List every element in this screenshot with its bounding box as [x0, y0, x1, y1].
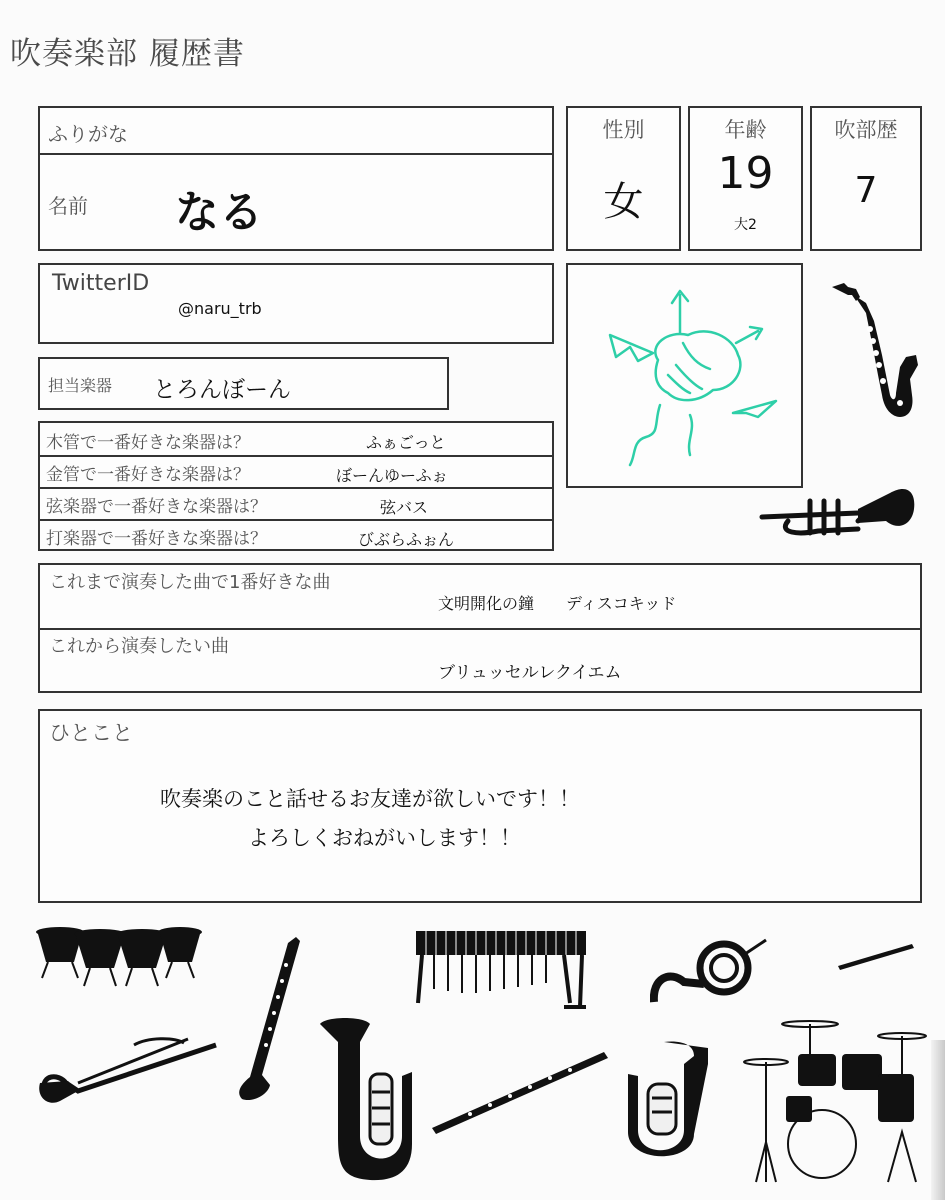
divider [40, 487, 552, 489]
age-box [688, 106, 803, 251]
band-years-label: 吹部歴 [834, 118, 898, 142]
favorite-answer: 弦バス [380, 498, 429, 517]
favorites-box [38, 421, 554, 551]
twitter-label: TwitterID [52, 271, 150, 296]
drum-kit-icon [738, 1012, 930, 1187]
favorite-question: 弦楽器で一番好きな楽器は？ [46, 497, 267, 517]
favorite-question: 打楽器で一番好きな楽器は？ [46, 529, 267, 549]
twitter-box [38, 263, 554, 344]
name-label: 名前 [48, 194, 88, 218]
instrument-value: とろんぼーん [153, 377, 291, 403]
instrument-box [38, 357, 449, 410]
trombone-icon [38, 1035, 220, 1107]
furigana-label: ふりがな [48, 122, 128, 146]
comment-line: 吹奏楽のこと話せるお友達が欲しいです！！ [160, 787, 580, 811]
french-horn-icon [650, 938, 770, 1008]
comment-box [38, 709, 922, 903]
played-song-label: これまで演奏した曲で1番好きな曲 [49, 572, 331, 593]
divider [40, 153, 552, 155]
gender-box [566, 106, 681, 251]
favorite-answer: びぶらふぉん [358, 530, 455, 549]
saxophone-icon [826, 283, 918, 431]
favorite-answer: ぼーんゆーふぉ [336, 466, 448, 485]
age-value: 19 [717, 148, 774, 199]
euphonium-icon [624, 1040, 712, 1160]
gender-label: 性別 [602, 118, 645, 142]
flute-icon [430, 1048, 610, 1136]
gender-value: 女 [603, 179, 644, 225]
page-title: 吹奏楽部 履歴書 [10, 36, 245, 72]
divider [40, 628, 920, 630]
trumpet-icon [758, 475, 916, 543]
clarinet-icon [232, 935, 302, 1105]
favorite-question: 木管で一番好きな楽器は？ [46, 433, 250, 453]
played-song-value: 文明開化の鐘 ディスコキッド [438, 594, 677, 613]
doodle-icon [568, 265, 801, 486]
twitter-value: @naru_trb [178, 299, 262, 318]
instrument-label: 担当楽器 [48, 376, 113, 395]
drawing-box [566, 263, 803, 488]
band-years-value: 7 [854, 170, 878, 211]
marimba-icon [414, 927, 589, 1025]
divider [40, 519, 552, 521]
songs-box [38, 563, 922, 693]
want-song-label: これから演奏したい曲 [49, 636, 229, 657]
comment-label: ひとこと [49, 721, 133, 745]
age-note: 大2 [734, 217, 757, 233]
divider [40, 455, 552, 457]
comment-line: よろしくおねがいします！！ [248, 826, 521, 850]
page-edge-shadow [931, 1040, 945, 1200]
tuba-icon [316, 1016, 416, 1181]
band-years-box [810, 106, 922, 251]
favorite-answer: ふぁごっと [366, 433, 446, 452]
name-value: なる [175, 187, 263, 238]
piccolo-icon [836, 940, 916, 970]
favorite-question: 金管で一番好きな楽器は？ [46, 465, 250, 485]
want-song-value: ブリュッセルレクイエム [438, 663, 622, 683]
timpani-icon [34, 922, 202, 992]
name-box [38, 106, 554, 251]
age-label: 年齢 [724, 118, 767, 142]
